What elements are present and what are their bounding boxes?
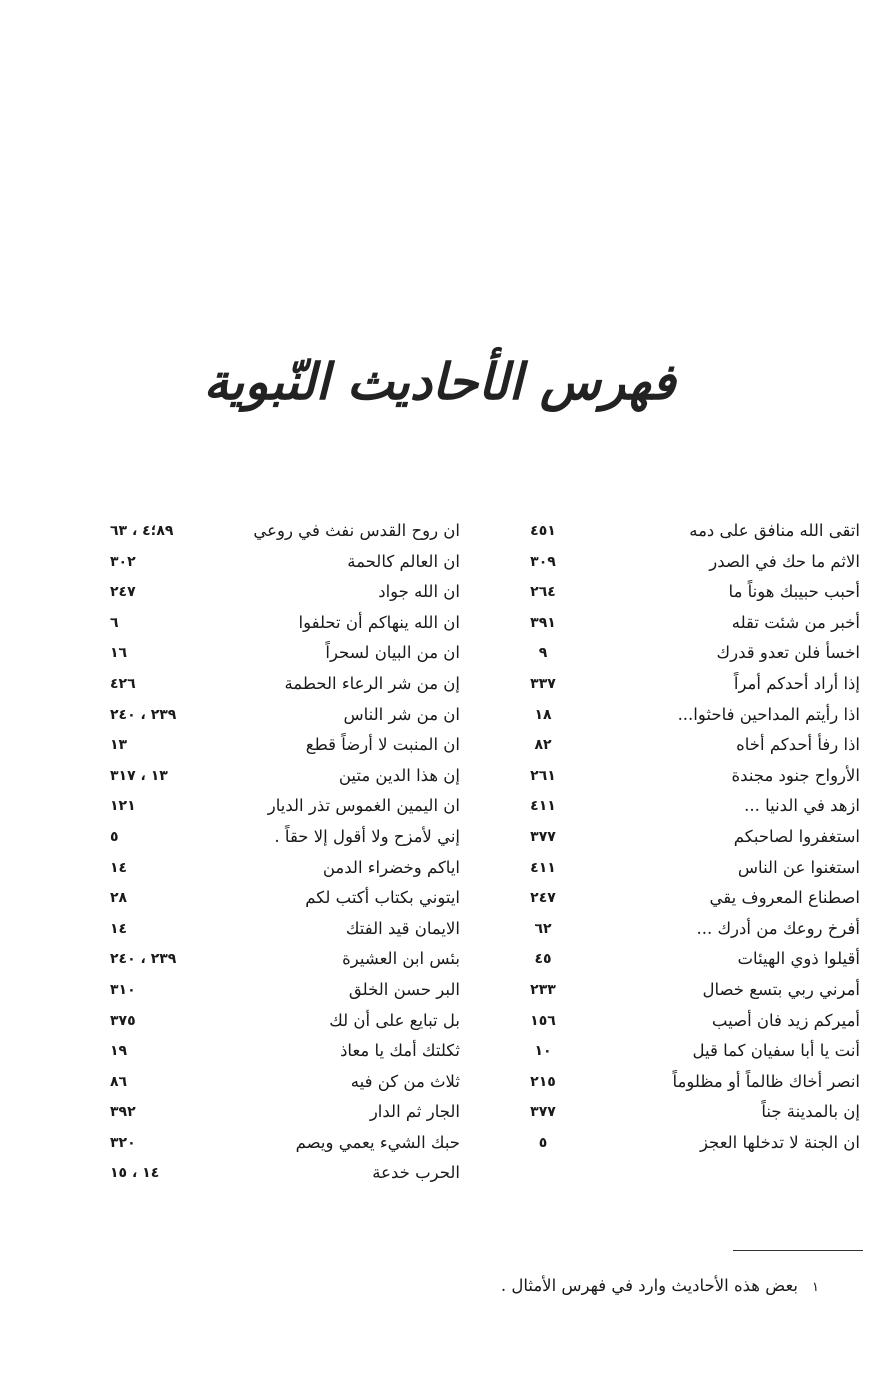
index-entry [110,730,460,761]
index-entry [110,547,460,578]
entry-text: ازهد في الدنيا ... [744,796,860,816]
entry-text: الاثم ما حك في الصدر [709,551,860,571]
entry-text: أمرني ربي بتسع خصال [702,979,860,999]
entry-page-number: ١٤ ، ١٥ [110,1165,160,1182]
index-entry [110,700,460,731]
entry-page-number: ٣٧٧ [530,1104,556,1121]
index-entry [520,822,860,853]
entry-page-number: ٨٩؛٤ ، ٦٣ [110,523,174,539]
entry-page-number: ١٦ [110,645,128,662]
entry-text: ان من شر الناس [343,704,460,724]
index-entry [520,608,860,639]
entry-text: ان اليمين الغموس تذر الديار [267,796,460,816]
entry-page-number: ٢٦٤ [530,584,556,601]
entry-text: الجار ثم الدار [369,1102,460,1122]
index-entry [110,791,460,822]
index-entry [520,638,860,669]
entry-text: ان الجنة لا تدخلها العجز [699,1132,860,1152]
entry-page-number: ٦ [110,614,119,631]
entry-text: أحبب حبيبك هوناً ما [728,582,860,602]
index-entry [110,761,460,792]
entry-page-number: ٨٢ [534,737,552,754]
left-index-column [110,516,460,1189]
index-entry [520,975,860,1006]
entry-text: ثكلتك أمك يا معاذ [340,1041,460,1061]
index-entry [520,1036,860,1067]
index-entry [520,914,860,945]
entry-page-number: ٣٠٩ [530,553,556,570]
index-entry [110,1128,460,1159]
entry-text: أفرخ روعك من أدرك ... [696,918,860,938]
index-entry [110,853,460,884]
entry-text: اصطناع المعروف يقي [709,888,860,908]
index-entry [110,822,460,853]
entry-text: ان الله ينهاكم أن تحلفوا [298,612,460,632]
footnote [501,1276,819,1295]
entry-page-number: ١٨ [534,706,552,723]
index-entry [520,547,860,578]
entry-page-number: ٢٣٩ ، ٢٤٠ [110,706,177,723]
entry-page-number: ٦٢ [534,920,552,937]
entry-page-number: ٥ [110,828,119,845]
entry-text: اياكم وخضراء الدمن [322,857,460,877]
entry-page-number: ١٣ ، ٣١٧ [110,767,168,784]
entry-page-number: ٤٥ [534,951,552,968]
page-title: فهرس الأحاديث النّبوية [203,352,676,411]
index-entry [520,730,860,761]
entry-text: الحرب خدعة [372,1163,460,1183]
entry-text: البر حسن الخلق [348,979,460,999]
entry-page-number: ١٣ [110,737,128,754]
entry-text: إن هذا الدين متين [338,765,460,785]
entry-text: إني لأمزح ولا أقول إلا حقاً . [274,826,460,846]
entry-page-number: ٩ [538,645,548,662]
entry-page-number: ١٩ [110,1043,128,1060]
entry-page-number: ٢٣٣ [530,981,556,998]
entry-page-number: ٣٧٧ [530,828,556,845]
entry-page-number: ٤١١ [530,859,556,876]
index-entry [110,516,460,547]
entry-text: ان روح القدس نفث في روعي [253,521,460,540]
entry-text: الأرواح جنود مجندة [731,765,860,785]
entry-text: استغفروا لصاحبكم [733,826,860,846]
index-entry [110,975,460,1006]
footnote-divider [733,1250,863,1251]
index-entry [520,700,860,731]
index-entry [520,883,860,914]
entry-text: ان الله جواد [378,582,460,602]
entry-text: إن من شر الرعاء الحطمة [284,673,460,693]
entry-text: حبك الشيء يعمي ويصم [295,1132,460,1152]
right-index-column [520,516,860,1158]
entry-page-number: ٢٤٧ [530,890,556,907]
entry-page-number: ٨٦ [110,1073,128,1090]
entry-page-number: ١٠ [534,1043,552,1060]
index-entry [520,1128,860,1159]
entry-text: بئس ابن العشيرة [342,949,460,969]
entry-page-number: ٤٥١ [530,523,556,539]
index-entry [520,1006,860,1037]
entry-page-number: ١٢١ [110,798,136,815]
entry-page-number: ١٥٦ [530,1012,556,1029]
index-entry [110,638,460,669]
entry-page-number: ٣١٠ [110,981,136,998]
index-entry [110,1036,460,1067]
footnote-text: بعض هذه الأحاديث وارد في فهرس الأمثال . [500,1276,799,1295]
entry-page-number: ٣٩١ [530,614,556,631]
entry-text: ان المنبت لا أرضاً قطع [305,735,460,755]
index-entry [520,853,860,884]
index-entry [110,944,460,975]
index-entry [520,577,860,608]
index-entry [520,791,860,822]
entry-text: أقيلوا ذوي الهيئات [737,949,860,969]
entry-text: استغنوا عن الناس [737,857,860,877]
entry-text: ايتوني بكتاب أكتب لكم [305,888,460,908]
index-entry [110,914,460,945]
index-entry [110,1097,460,1128]
entry-page-number: ٢٨ [110,890,128,907]
entry-text: الايمان قيد الفتك [345,918,460,938]
entry-page-number: ٣٢٠ [110,1134,136,1151]
entry-page-number: ٥ [538,1134,548,1151]
entry-text: اخسأ فلن تعدو قدرك [716,643,860,663]
entry-text: ان العالم كالحمة [347,551,460,571]
entry-page-number: ١٤ [110,920,128,937]
index-entry [110,883,460,914]
index-entry [520,1067,860,1098]
entry-page-number: ٢١٥ [530,1073,556,1090]
entry-text: بل تبايع على أن لك [329,1010,460,1030]
index-entry [110,1158,460,1189]
index-entry [110,1006,460,1037]
entry-page-number: ٣٣٧ [530,675,556,692]
footnote-number: ١ [812,1280,819,1295]
entry-page-number: ١٤ [110,859,128,876]
index-entry [520,761,860,792]
entry-page-number: ٤١١ [530,798,556,815]
entry-text: إذا أراد أحدكم أمراً [733,673,860,693]
index-entry [520,516,860,547]
entry-page-number: ٢٤٧ [110,584,136,601]
entry-text: اذا رفأ أحدكم أخاه [736,735,860,755]
entry-text: اتقى الله منافق على دمه [689,521,860,540]
index-entry [110,1067,460,1098]
entry-text: أميركم زيد فان أصيب [711,1010,860,1030]
entry-page-number: ٤٢٦ [110,675,136,692]
index-entry [520,944,860,975]
entry-page-number: ٣٠٢ [110,553,136,570]
entry-text: ان من البيان لسحراً [325,643,460,663]
index-entry [520,1097,860,1128]
index-entry [110,608,460,639]
index-entry [520,669,860,700]
entry-text: انصر أخاك ظالماً أو مظلوماً [672,1071,860,1091]
index-entry [110,669,460,700]
entry-text: ثلاث من كن فيه [350,1071,460,1091]
entry-page-number: ٣٧٥ [110,1012,136,1029]
entry-text: إن بالمدينة جناً [761,1102,860,1122]
entry-page-number: ٣٩٢ [110,1104,136,1121]
entry-text: أنت يا أبا سفيان كما قيل [692,1041,860,1061]
index-entry [110,577,460,608]
entry-text: اذا رأيتم المداحين فاحثوا... [677,704,860,724]
entry-text: أخبر من شئت تقله [731,612,860,632]
entry-page-number: ٢٣٩ ، ٢٤٠ [110,951,177,968]
entry-page-number: ٢٦١ [530,767,556,784]
